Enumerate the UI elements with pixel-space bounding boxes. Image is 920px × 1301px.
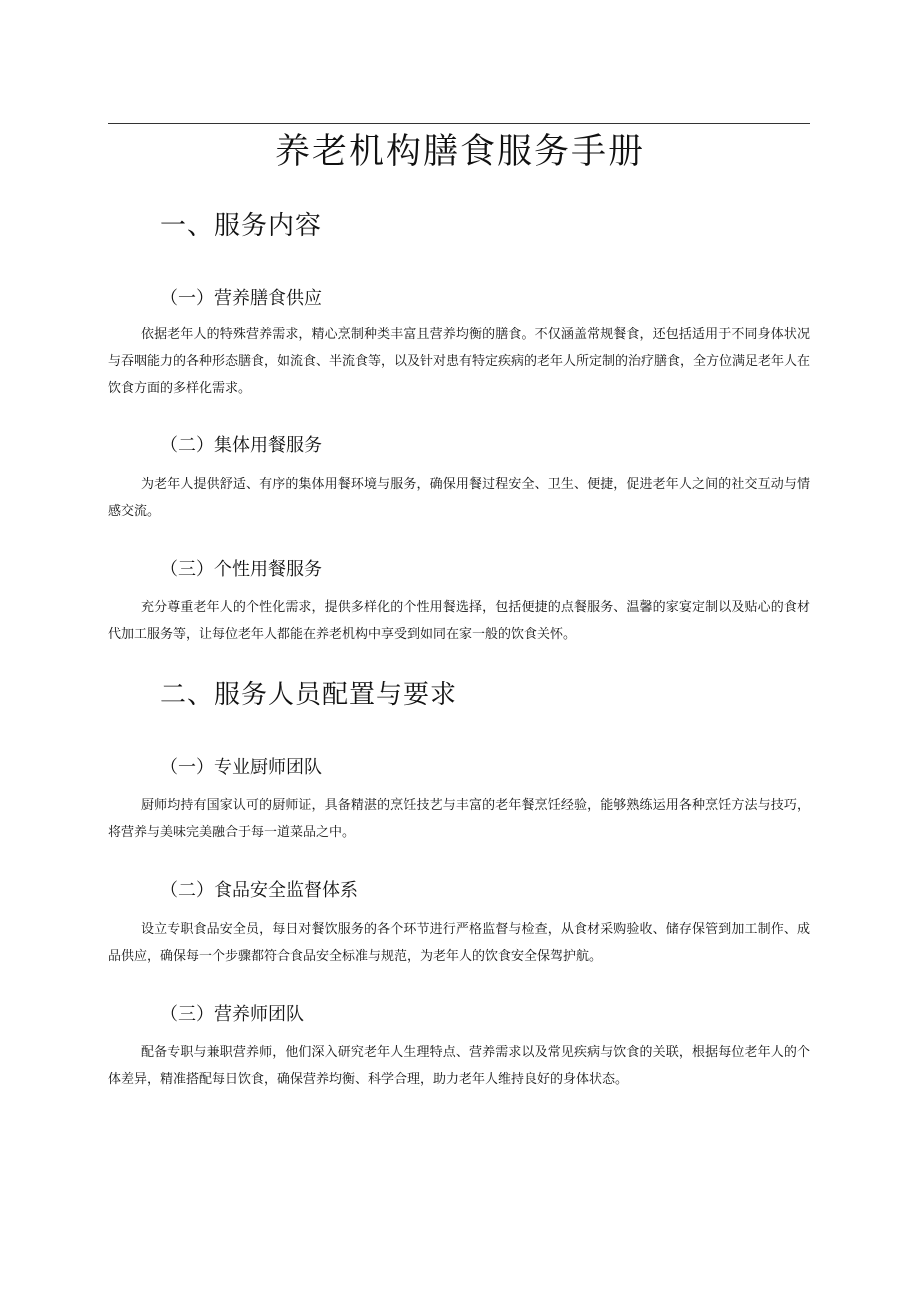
document-title: 养老机构膳食服务手册	[274, 132, 645, 172]
header-rule	[108, 123, 810, 124]
paragraph-personal-dining: 充分尊重老年人的个性化需求，提供多样化的个性用餐选择，包括便捷的点餐服务、温馨的家宴定制以及贴心的食材代加工服务等，让每位老年人都能在养老机构中享受到如同在家一般的饮食关怀。	[108, 600, 810, 642]
subsection-heading-chef-team: （一）专业厨师团队	[160, 757, 322, 778]
section-heading-staffing: 二、服务人员配置与要求	[160, 680, 458, 710]
paragraph-nutrition-supply: 依据老年人的特殊营养需求，精心烹制种类丰富且营养均衡的膳食。不仅涵盖常规餐食，还包括适用于不同身体状况与吞咽能力的各种形态膳食，如流食、半流食等，以及针对患有特定疾病的老年人所定制的治疗膳食，全方位满足老年人在饮食方面的多样化需求。	[108, 327, 811, 396]
subsection-heading-personal-dining: （三）个性用餐服务	[160, 559, 322, 580]
subsection-heading-food-safety: （二）食品安全监督体系	[160, 880, 358, 901]
paragraph-chef-team: 厨师均持有国家认可的厨师证，具备精湛的烹饪技艺与丰富的老年餐烹饪经验，能够熟练运用各种烹饪方法与技巧，将营养与美味完美融合于每一道菜品之中。	[108, 798, 810, 840]
paragraph-food-safety: 设立专职食品安全员，每日对餐饮服务的各个环节进行严格监督与检查，从食材采购验收、储存保管到加工制作、成品供应，确保每一个步骤都符合食品安全标准与规范，为老年人的饮食安全保驾护航。	[108, 922, 810, 964]
subsection-heading-nutrition-supply: （一）营养膳食供应	[160, 288, 322, 309]
subsection-heading-nutritionist-team: （三）营养师团队	[160, 1004, 304, 1025]
paragraph-group-dining: 为老年人提供舒适、有序的集体用餐环境与服务，确保用餐过程安全、卫生、便捷，促进老年人之间的社交互动与情感交流。	[108, 477, 810, 519]
subsection-heading-group-dining: （二）集体用餐服务	[160, 435, 322, 456]
paragraph-nutritionist-team: 配备专职与兼职营养师，他们深入研究老年人生理特点、营养需求以及常见疾病与饮食的关联，根据每位老年人的个体差异，精准搭配每日饮食，确保营养均衡、科学合理，助力老年人维持良好的身体状态。	[108, 1045, 810, 1087]
section-heading-service-content: 一、服务内容	[160, 211, 323, 241]
